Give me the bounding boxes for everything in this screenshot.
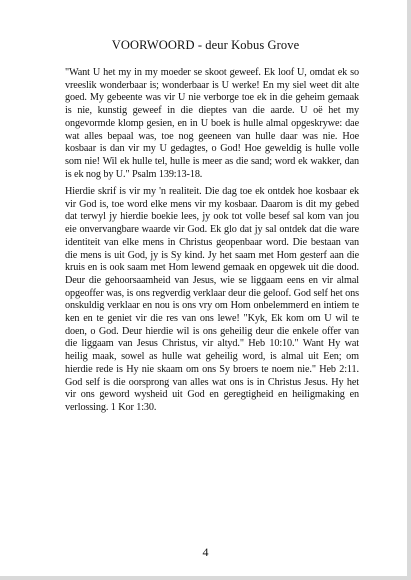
page-edge-right: [407, 0, 411, 580]
page-title: VOORWOORD - deur Kobus Grove: [111, 38, 300, 52]
scripture-quote-paragraph: "Want U het my in my moeder se skoot geweef. Ek loof U, omdat ek so vreeslik wonderbaar is; wonderbaar is U werke! En my siel weet dit alte goed. My gebeente was vir U nie verborge toe ek in die geheim gemaak is nie, kunstig geweef in die dieptes van die aarde. U oë het my ongevormde klomp gesien, en in U boek is hulle almal opgeskrywe: dae wat alles bepaal was, toe nog geeneen van hulle daar was nie. Hoe kosbaar is dan vir my U gedagtes, o God! Hoe geweldig is hulle volle som nie! Wil ek hulle tel, hulle is meer as die sand; word ek wakker, dan is ek nog by U." Psalm 139:13-18.: [65, 67, 359, 180]
page-edge-bottom: [0, 576, 411, 580]
page-number: 4: [202, 545, 209, 559]
body-paragraph: Hierdie skrif is vir my 'n realiteit. Die dag toe ek ontdek hoe kosbaar ek vir God is, toe word elke mens vir my kosbaar. Daarom is dit my gebed dat terwyl jy hierdie boekie lees, jy ook tot volle besef sal kom van jou eie onvervangbare waarde vir God. Ek glo dat jy sal ontdek dat die ware identiteit van elke mens in Christus geopenbaar word. Die bestaan van die mens is uit God, jy is Sy kind. Jy het saam met Hom gesterf aan die kruis en is ook saam met Hom lewend gemaak en opgewek uit die dood. Deur die gehoorsaamheid van Jesus, wie se liggaam eens en vir almal opgeoffer was, is ons regverdig verklaar deur die geloof. God self het ons onskuldig verklaar en nou is ons vry om Hom onbelemmerd en intiem te ken en te geniet vir die res van ons lewe! "Kyk, Ek kom om U wil te doen, o God. Deur hierdie wil is ons geheilig deur die enkele offer van die liggaam van Jesus Christus, vir altyd." Heb 10:10." Want Hy wat heilig maak, sowel as hulle wat geheilig word, is almal uit Een; om hierdie rede is Hy nie skaam om ons Sy broers te noem nie." Heb 2:11. God self is die oorsprong van alles wat ons is in Christus Jesus. Hy het vir ons geword wysheid uit God en geregtigheid en heiligmaking en verlossing. 1 Kor 1:30.: [65, 186, 359, 413]
